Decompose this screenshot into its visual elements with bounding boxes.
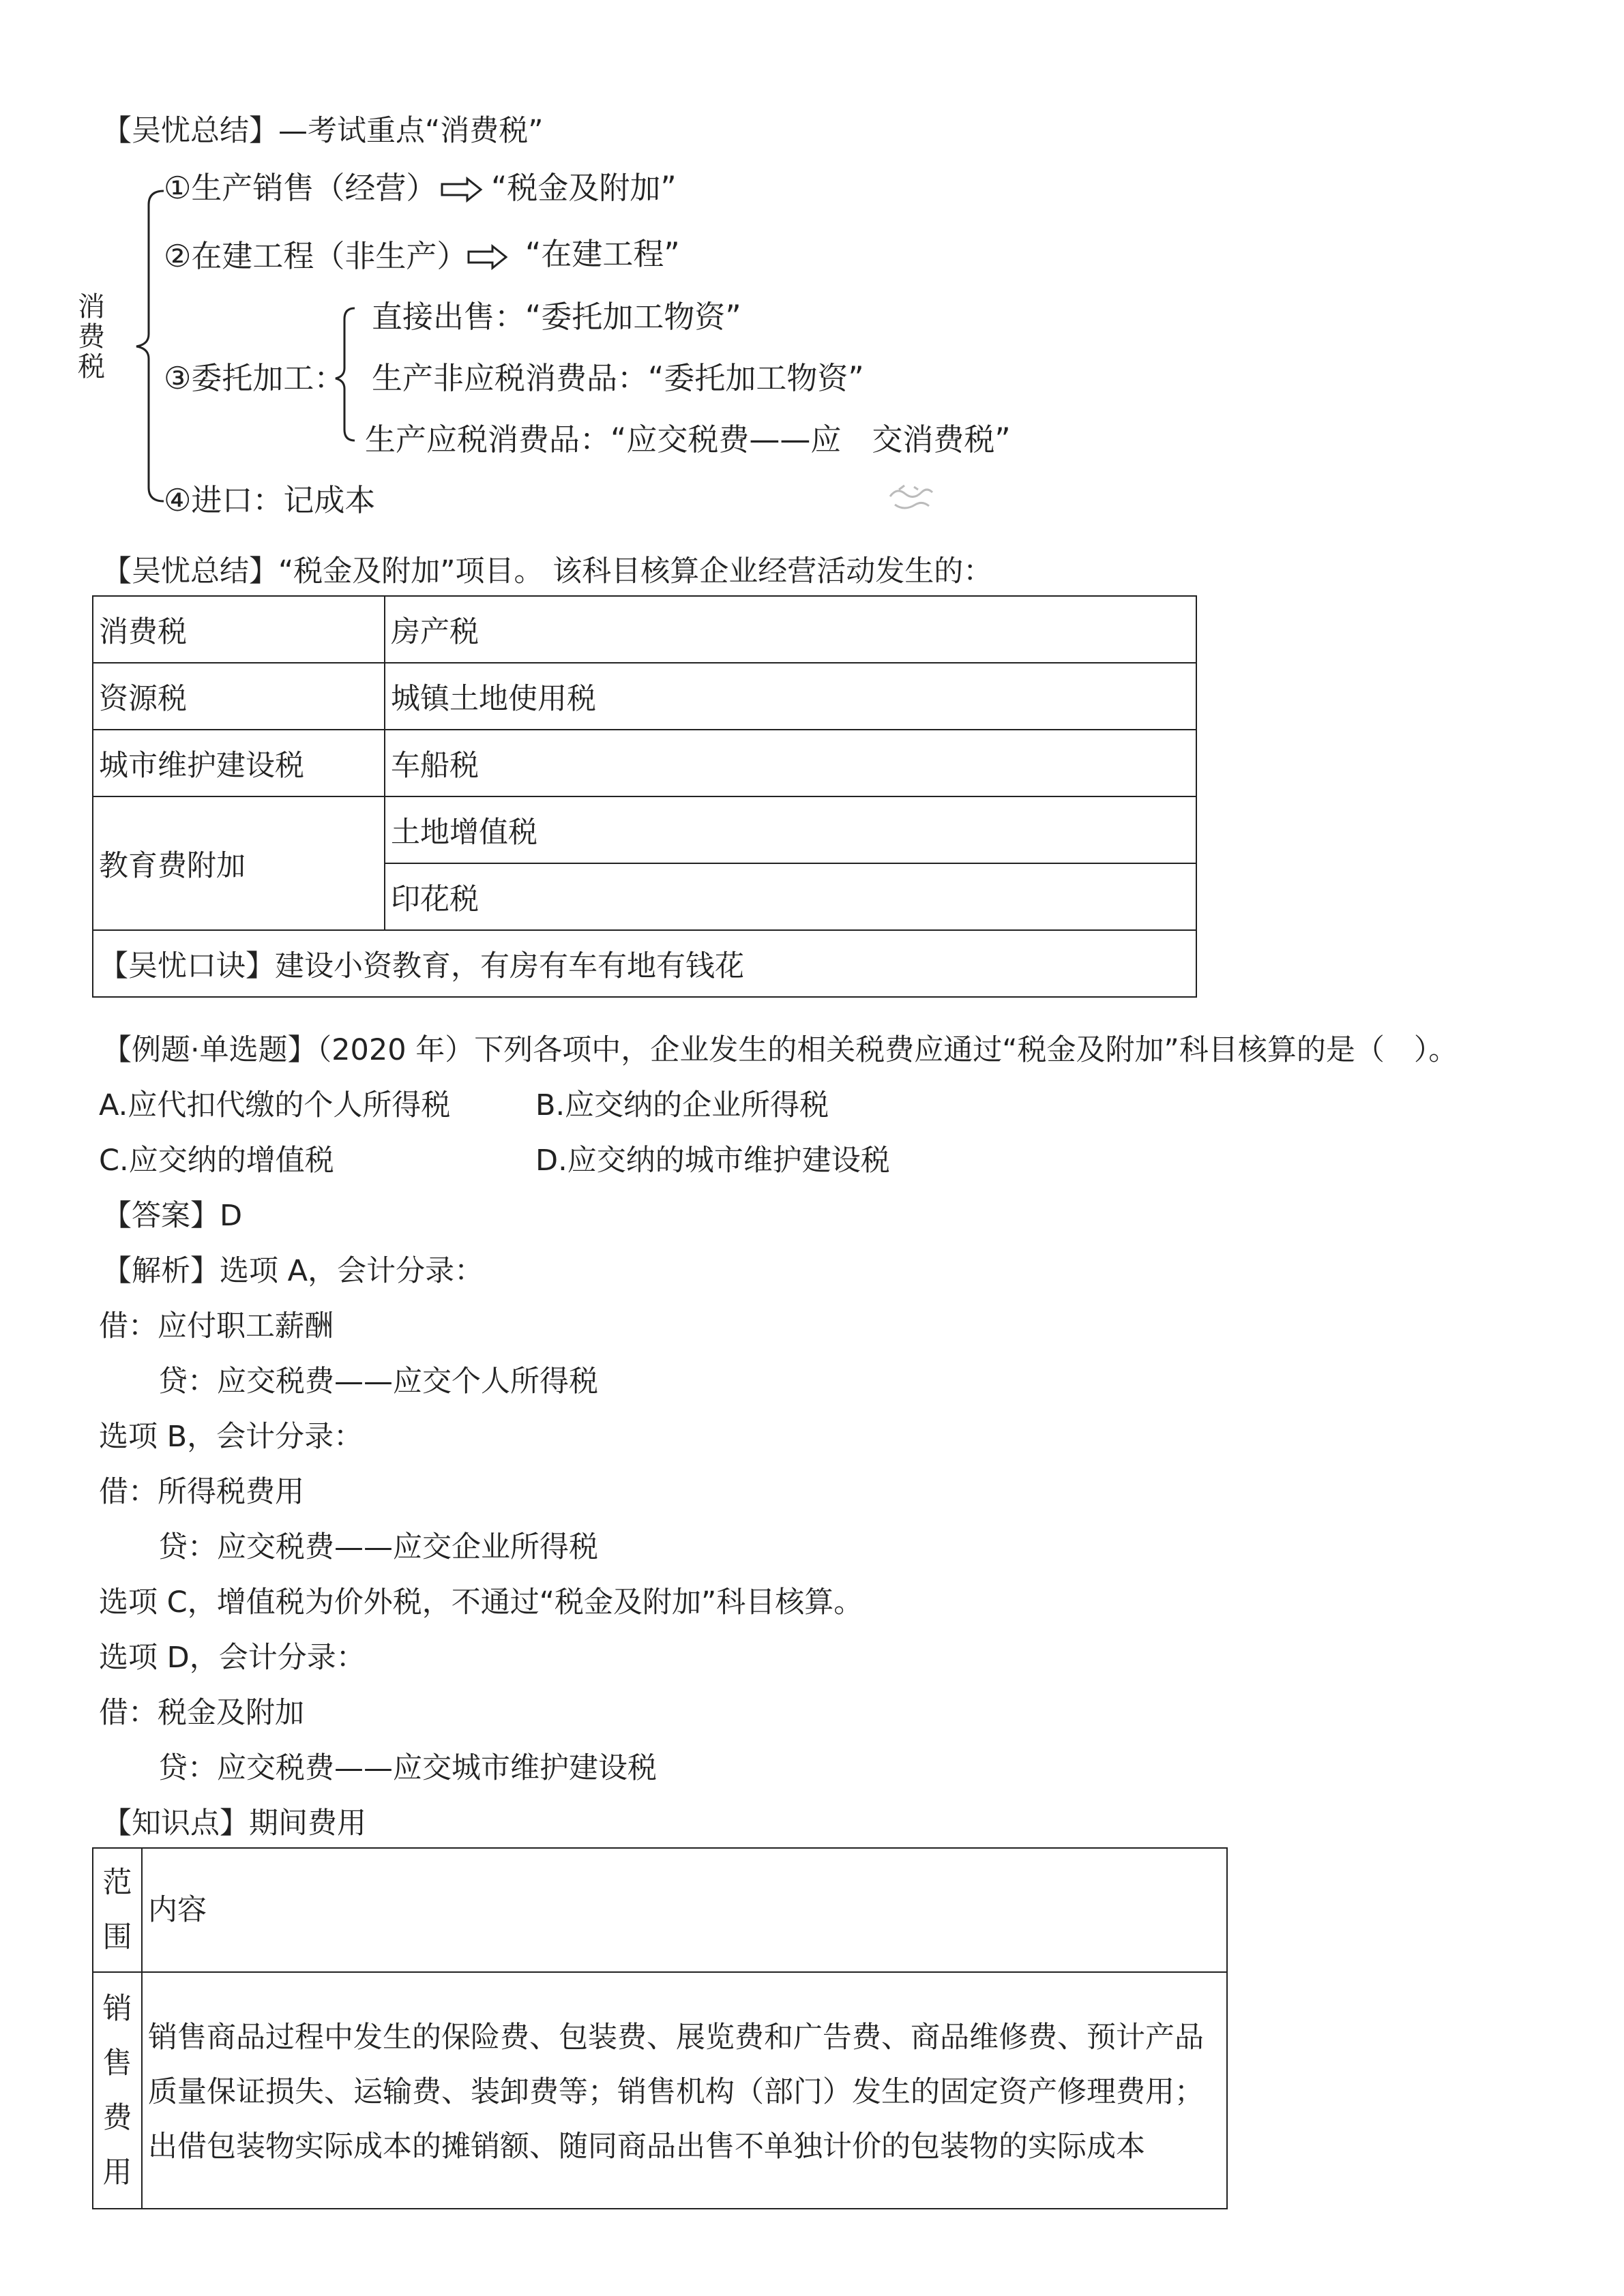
- table-cell: 印花税: [385, 863, 1196, 930]
- table-cell: 城镇土地使用税: [385, 663, 1196, 730]
- analysis-line: 选项 B，会计分录：: [99, 1420, 364, 1454]
- option-a: A.应代扣代缴的个人所得税: [99, 1088, 451, 1122]
- diagram-branch-2: ②在建工程（非生产）: [164, 238, 468, 274]
- analysis-line: 借：应付职工薪酬: [99, 1309, 334, 1343]
- table-cell: 土地增值税: [385, 796, 1196, 863]
- diagram-root-label: 消费税: [78, 291, 105, 383]
- table-cell: 车船税: [385, 730, 1196, 796]
- table-row: [93, 1972, 1227, 2209]
- table-row: [93, 930, 1196, 997]
- table-row: [93, 596, 1196, 663]
- question-stem: 【例题·单选题】（2020 年）下列各项中，企业发生的相关税费应通过“税金及附加”科目核算的是（ ）。: [102, 1033, 1458, 1067]
- tax-table: [92, 595, 1197, 998]
- watermark-mark: [0, 0, 1624, 546]
- analysis-line: 借：所得税费用: [99, 1475, 304, 1509]
- table-cell-content: 销售商品过程中发生的保险费、包装费、展览费和广告费、商品维修费、预计产品质量保证损失、运输费、装卸费等；销售机构（部门）发生的固定资产修理费用；出借包装物实际成本的摊销额、随同商品出售不单独计价的包装物的实际成本: [142, 1972, 1227, 2209]
- analysis-line: 贷：应交税费——应交城市维护建设税: [158, 1751, 657, 1785]
- summary2-title: 【吴忧总结】“税金及附加”项目。 该科目核算企业经营活动发生的：: [102, 554, 993, 588]
- diagram-branch-2-target: “在建工程”: [525, 236, 680, 272]
- option-d: D.应交纳的城市维护建设税: [535, 1144, 890, 1178]
- table-cell: 教育费附加: [93, 796, 385, 930]
- table-header-content: 内容: [142, 1848, 1227, 1972]
- diagram-branch-3-sub-2: 生产非应税消费品：“委托加工物资”: [372, 360, 864, 396]
- table-row: [93, 1848, 1227, 1972]
- table-cell: 城市维护建设税: [93, 730, 385, 796]
- diagram-branch-4: ④进口：记成本: [164, 482, 376, 518]
- table-row: [93, 663, 1196, 730]
- analysis-line: 借：税金及附加: [99, 1696, 304, 1730]
- expense-table: [92, 1847, 1228, 2209]
- analysis-line: 贷：应交税费——应交企业所得税: [158, 1530, 598, 1564]
- table-cell-scope: 销售费用: [93, 1972, 142, 2209]
- summary-title: 【吴忧总结】—考试重点“消费税”: [102, 114, 544, 148]
- diagram-branch-1: ①生产销售（经营）: [164, 170, 437, 206]
- analysis-line: 选项 C，增值税为价外税，不通过“税金及附加”科目核算。: [99, 1585, 863, 1620]
- diagram-branch-3-sub-3: 生产应税消费品：“应交税费——应 交消费税”: [365, 421, 1011, 458]
- diagram-branch-1-target: “税金及附加”: [491, 170, 677, 206]
- analysis-line: 选项 D，会计分录：: [99, 1641, 366, 1675]
- table-row: [93, 730, 1196, 796]
- table-footer-mnemonic: 【吴忧口诀】建设小资教育，有房有车有地有钱花: [93, 930, 1196, 997]
- knowledge-title: 【知识点】期间费用: [102, 1806, 366, 1840]
- answer: 【答案】D: [102, 1199, 243, 1233]
- option-c: C.应交纳的增值税: [99, 1144, 334, 1178]
- table-row: [93, 796, 1196, 863]
- analysis-line: 【解析】选项 A，会计分录：: [102, 1254, 484, 1288]
- analysis-line: 贷：应交税费——应交个人所得税: [158, 1365, 598, 1399]
- table-cell: 消费税: [93, 596, 385, 663]
- table-header-scope: 范围: [93, 1848, 142, 1972]
- diagram-branch-3-sub-1: 直接出售：“委托加工物资”: [372, 299, 741, 335]
- diagram-branch-3: ③委托加工：: [164, 360, 345, 396]
- option-b: B.应交纳的企业所得税: [535, 1088, 829, 1122]
- table-cell: 资源税: [93, 663, 385, 730]
- table-cell: 房产税: [385, 596, 1196, 663]
